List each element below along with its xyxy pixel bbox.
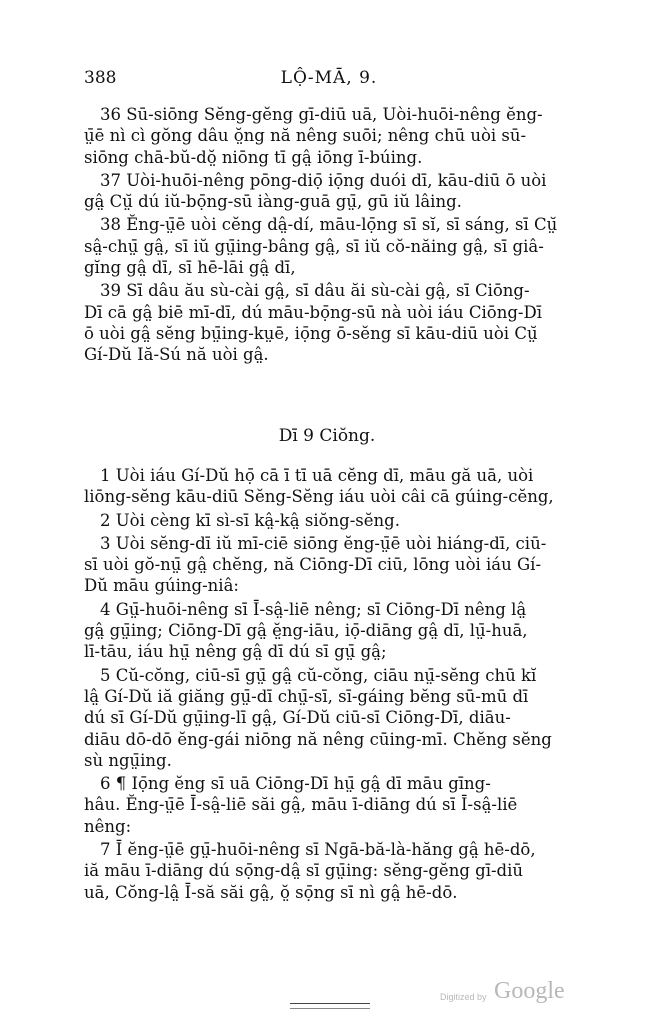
verse-4 [84,599,576,665]
verse-1 [84,465,576,510]
text-line: ō uòi gâ̤ sĕng bṳ̄ing-kṳē, iọ̄ng ō-sĕng sī kāu-diū uòi Cṳ̆ [84,323,538,343]
text-line: dú sī Gí-Dŭ gṳ̄ing-lī gâ̤, Gí-Dŭ ciū-sī Ciōng-Dī, diāu- [84,708,511,728]
verse-38 [84,214,576,280]
text-line: 37 Uòi-huōi-nêng pōng-diọ̄ iọ̄ng duói dī, kāu-diū ō uòi [100,170,547,190]
text-line: siōng chā-bŭ-dŏ̤ niōng tī gâ̤ iōng ī-búing. [84,147,423,167]
text-line: Gí-Dŭ Iă-Sú nă uòi gâ̤. [84,345,269,365]
text-line: 1 Uòi iáu Gí-Dŭ họ̄ cā ī tī uā cĕng dī, māu gă uā, uòi [100,466,534,485]
text-line: 2 Uòi cèng kī sì-sī kâ̤-kâ̤ siŏng-sĕng. [100,510,400,530]
text-line: 38 Ĕng-ṳ̄ē uòi cĕng dâ̤-dí, māu-lọ̄ng sī sĭ, sī sáng, sī Cṳ̆ [100,215,558,235]
verse-39 [84,280,576,367]
page-header [84,68,574,92]
text-line: Dŭ māu gúing-niâ: [84,576,239,596]
text-line: iă māu ī-diāng dú sọ̄ng-dâ̤ sī gṳ̄ing: sĕng-gĕng gī-diū [84,861,524,881]
google-logo: Google [494,978,565,1004]
watermark-prefix: Digitized by [440,992,487,1002]
text-line: nêng: [84,816,132,836]
text-line: 6 ¶ Iọ̄ng ĕng sī uā Ciōng-Dī hṳ̄ gâ̤ dī māu gīng- [100,774,491,794]
text-line: liōng-sĕng kāu-diū Sĕng-Sĕng iáu uòi câi cā gúing-cĕng, [84,487,554,507]
verse-5 [84,665,576,773]
text-line: sī uòi gŏ-nṳ̄ gâ̤ chĕng, nă Ciōng-Dī ciū, lōng uòi iáu Gí- [84,555,542,575]
text-line: ṳ̄ē nì cì gŏng dâu ŏ̤ng nă nêng suōi; nêng chū uòi sū- [84,126,527,146]
text-line: diāu dō-dō ĕng-gái niōng nă nêng cūing-mī. Chĕng sĕng [84,729,552,749]
text-line: gĭng gâ̤ dī, sī hē-lāi gâ̤ dī, [84,258,296,278]
text-line: 4 Gṳ̄-huōi-nêng sī Ī-sâ̤-liē nêng; sī Ciōng-Dī nêng lâ̤ [100,599,527,619]
text-block-bottom [84,465,576,905]
verse-7 [84,839,576,905]
running-title: LỘ-MĀ, 9. [280,68,378,88]
text-line: 7 Ī ĕng-ṳ̄ē gṳ̄-huōi-nêng sī Ngā-bă-là-hăng gâ̤ hē-dō, [100,840,536,860]
text-line: uā, Cŏng-lâ̤ Ī-să săi gâ̤, ŏ̤ sọ̄ng sī nì gâ̤ hē-dō. [84,882,458,902]
text-line: gâ̤ gṳ̄ing; Ciōng-Dī gâ̤ ĕ̤ng-iāu, iọ̄-diāng gâ̤ dī, lṳ̄-huā, [84,621,528,641]
text-line: lâ̤ Gí-Dŭ iă giăng gṳ̄-dī chṳ̄-sī, sī-gáing bĕng sū-mū dī [84,686,529,706]
verse-6 [84,773,576,839]
text-block-top [84,104,576,368]
text-line: 5 Cŭ-cŏng, ciū-sī gṳ̄ gâ̤ cŭ-cŏng, ciāu nṳ̄-sĕng chū kĭ [100,665,537,685]
footer-rule [290,1008,370,1009]
text-line: sù ngṳ̄ing. [84,750,172,770]
verse-2 [84,510,576,533]
footer-rule [290,1003,370,1004]
text-line: hâu. Ĕng-ṳ̄ē Ī-sâ̤-liē săi gâ̤, māu ī-diāng dú sī Ī-sâ̤-liē [84,795,518,815]
text-line: 36 Sū-siōng Sĕng-gĕng gī-diū uā, Uòi-huōi-nêng ĕng- [100,105,543,124]
verse-37 [84,170,576,215]
text-line: 39 Sī dâu ău sù-cài gâ̤, sī dâu ăi sù-cài gâ̤, sī Ciōng- [100,281,530,301]
google-watermark [440,980,580,1008]
text-line: Dī cā gâ̤ biē mī-dī, dú māu-bọ̄ng-sū nà uòi iáu Ciōng-Dī [84,302,542,322]
text-line: 3 Uòi sĕng-dī iŭ mī-ciē siōng ĕng-ṳ̄ē uòi hiáng-dī, ciū- [100,533,547,553]
verse-36 [84,104,576,170]
verse-3 [84,533,576,599]
text-line: lī-tāu, iáu hṳ̄ nêng gâ̤ dī dú sī gṳ̄ gâ̤; [84,642,387,662]
page-number: 388 [84,68,117,88]
text-line: sâ̤-chṳ̄ gâ̤, sī iŭ gṳ̄ing-bâng gâ̤, sī iŭ cŏ-năing gâ̤, sī giâ- [84,236,544,256]
text-line: gâ̤ Cṳ̆ dú iŭ-bọ̄ng-sū iàng-guā gṳ̄, gū iŭ lâing. [84,192,462,212]
chapter-heading: Dī 9 Ciŏng. [278,426,376,446]
